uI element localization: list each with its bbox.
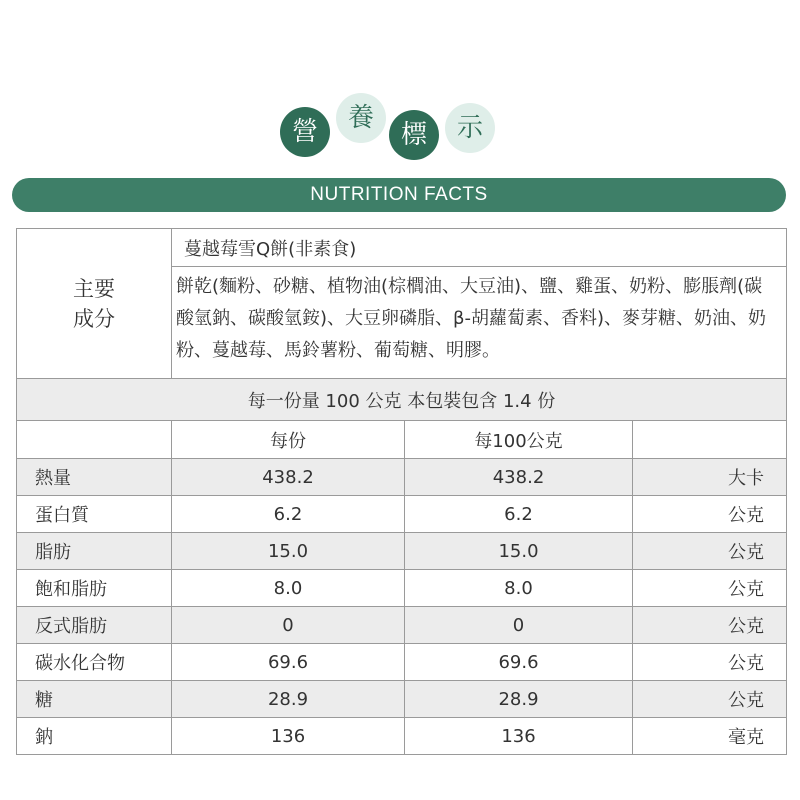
nutrient-per-100g: 438.2	[405, 459, 633, 496]
nutrient-per-100g: 8.0	[405, 570, 633, 607]
nutrient-per-100g: 136	[405, 718, 633, 755]
table-header-row	[17, 421, 787, 459]
nutrition-table	[16, 228, 787, 755]
title-char-2: 養	[336, 93, 386, 143]
nutrient-per-serving: 438.2	[172, 459, 405, 496]
title-char-1: 營	[280, 107, 330, 157]
serving-size-text: 每一份量 100 公克 本包裝包含 1.4 份	[17, 379, 787, 421]
nutrient-label: 蛋白質	[17, 496, 172, 533]
nutrient-per-100g: 69.6	[405, 644, 633, 681]
nutrient-label: 熱量	[17, 459, 172, 496]
nutrient-unit: 大卡	[633, 459, 787, 496]
nutrient-per-serving: 136	[172, 718, 405, 755]
title-char-3: 標	[389, 110, 439, 160]
table-row	[17, 570, 787, 607]
main-ingredients-label	[17, 229, 172, 379]
nutrient-unit: 公克	[633, 533, 787, 570]
nutrient-unit: 公克	[633, 644, 787, 681]
nutrient-per-serving: 15.0	[172, 533, 405, 570]
nutrient-per-100g: 0	[405, 607, 633, 644]
nutrient-per-100g: 6.2	[405, 496, 633, 533]
header-per-serving: 每份	[172, 421, 405, 459]
header-per-100g: 每100公克	[405, 421, 633, 459]
nutrient-per-serving: 69.6	[172, 644, 405, 681]
nutrient-label: 飽和脂肪	[17, 570, 172, 607]
table-row	[17, 607, 787, 644]
nutrient-label: 脂肪	[17, 533, 172, 570]
title-char-4: 示	[445, 103, 495, 153]
table-row	[17, 496, 787, 533]
header-empty-right	[633, 421, 787, 459]
main-ingredients-label-text: 主要 成分	[73, 276, 115, 331]
table-row	[17, 681, 787, 718]
nutrient-per-serving: 8.0	[172, 570, 405, 607]
serving-row	[17, 379, 787, 421]
ingredients-text: 餅乾(麵粉、砂糖、植物油(棕櫚油、大豆油)、鹽、雞蛋、奶粉、膨脹劑(碳酸氫鈉、碳酸氫銨)、大豆卵磷脂、β-胡蘿蔔素、香料)、麥芽糖、奶油、奶粉、蔓越莓、馬鈴薯粉、葡萄糖、明膠。	[172, 267, 787, 379]
nutrient-label: 反式脂肪	[17, 607, 172, 644]
nutrient-unit: 公克	[633, 607, 787, 644]
table-row	[17, 459, 787, 496]
nutrition-facts-banner: NUTRITION FACTS	[12, 178, 786, 212]
nutrient-unit: 公克	[633, 681, 787, 718]
nutrient-unit: 公克	[633, 496, 787, 533]
nutrient-unit: 毫克	[633, 718, 787, 755]
table-row	[17, 533, 787, 570]
nutrient-label: 碳水化合物	[17, 644, 172, 681]
header-empty-left	[17, 421, 172, 459]
table-row	[17, 718, 787, 755]
nutrient-per-serving: 6.2	[172, 496, 405, 533]
nutrient-per-100g: 28.9	[405, 681, 633, 718]
nutrient-per-serving: 0	[172, 607, 405, 644]
nutrient-unit: 公克	[633, 570, 787, 607]
nutrient-per-serving: 28.9	[172, 681, 405, 718]
table-row	[17, 644, 787, 681]
nutrient-label: 糖	[17, 681, 172, 718]
product-name-row	[17, 229, 787, 267]
product-name: 蔓越莓雪Q餅(非素食)	[172, 229, 787, 267]
nutrient-label: 鈉	[17, 718, 172, 755]
nutrient-per-100g: 15.0	[405, 533, 633, 570]
